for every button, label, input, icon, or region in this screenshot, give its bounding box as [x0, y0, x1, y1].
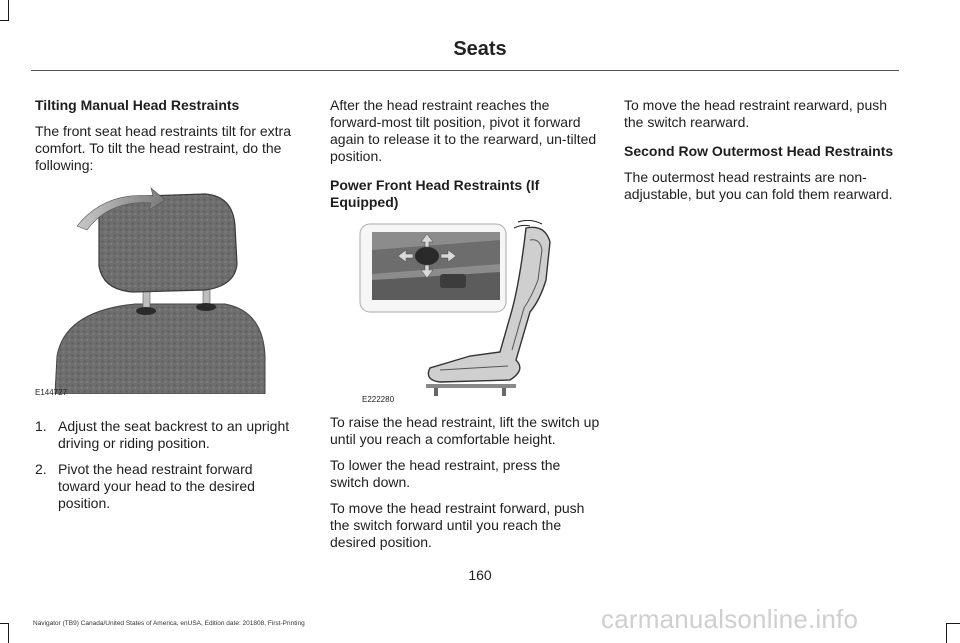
paragraph-raise: To raise the head restraint, lift the switch up until you reach a comfortable height.: [330, 414, 600, 447]
crop-mark-top-left-h: [0, 20, 9, 21]
figure-code: E222280: [362, 395, 395, 404]
head-restraint-illustration: [35, 186, 297, 394]
paragraph-outermost: The outermost head restraints are non-adjustable, but you can fold them rearward.: [624, 169, 893, 202]
crop-mark-bottom-left-v: [8, 623, 9, 643]
figure-code: E144727: [35, 388, 68, 397]
column-2: [330, 97, 602, 560]
section-heading-tilting: Tilting Manual Head Restraints: [35, 97, 240, 113]
page-number: 160: [468, 567, 492, 583]
paragraph-release: After the head restraint reaches the forward-most tilt position, pivot it forward again to release it to the rearward, un-tilted position.: [330, 97, 597, 164]
column-1: [35, 97, 297, 521]
intro-paragraph: The front seat head restraints tilt for extra comfort. To tilt the head restraint, do the following:: [35, 123, 292, 173]
watermark: carmanualsonline.info: [601, 604, 859, 634]
column-3: [624, 97, 894, 212]
page-title: Seats: [453, 38, 507, 60]
section-heading-second-row: Second Row Outermost Head Restraints: [624, 143, 894, 159]
paragraph-forward: To move the head restraint forward, push the switch forward until you reach the desired position.: [330, 500, 585, 550]
header-rule: [31, 70, 899, 71]
paragraph-lower: To lower the head restraint, press the switch down.: [330, 457, 561, 490]
crop-mark-top-left-v: [8, 0, 9, 20]
figure-power-switch: [330, 220, 600, 404]
steps-list: [35, 418, 297, 512]
list-item: 1. Adjust the seat backrest to an upright driving or riding position.: [35, 418, 290, 451]
paragraph-rearward: To move the head restraint rearward, push the switch rearward.: [624, 97, 888, 130]
crop-mark-bottom-right-h: [946, 623, 960, 624]
crop-mark-bottom-right-v: [946, 623, 947, 643]
power-seat-illustration: [330, 220, 600, 400]
footer-text: Navigator (TB9) Canada/United States of America, enUSA, Edition date: 201808, First-Printing: [33, 620, 305, 627]
figure-head-restraint: [35, 186, 297, 397]
crop-mark-bottom-left-h: [0, 623, 9, 624]
section-heading-power: Power Front Head Restraints (If Equipped): [330, 177, 540, 210]
list-item: 2. Pivot the head restraint forward toward your head to the desired position.: [35, 461, 255, 511]
